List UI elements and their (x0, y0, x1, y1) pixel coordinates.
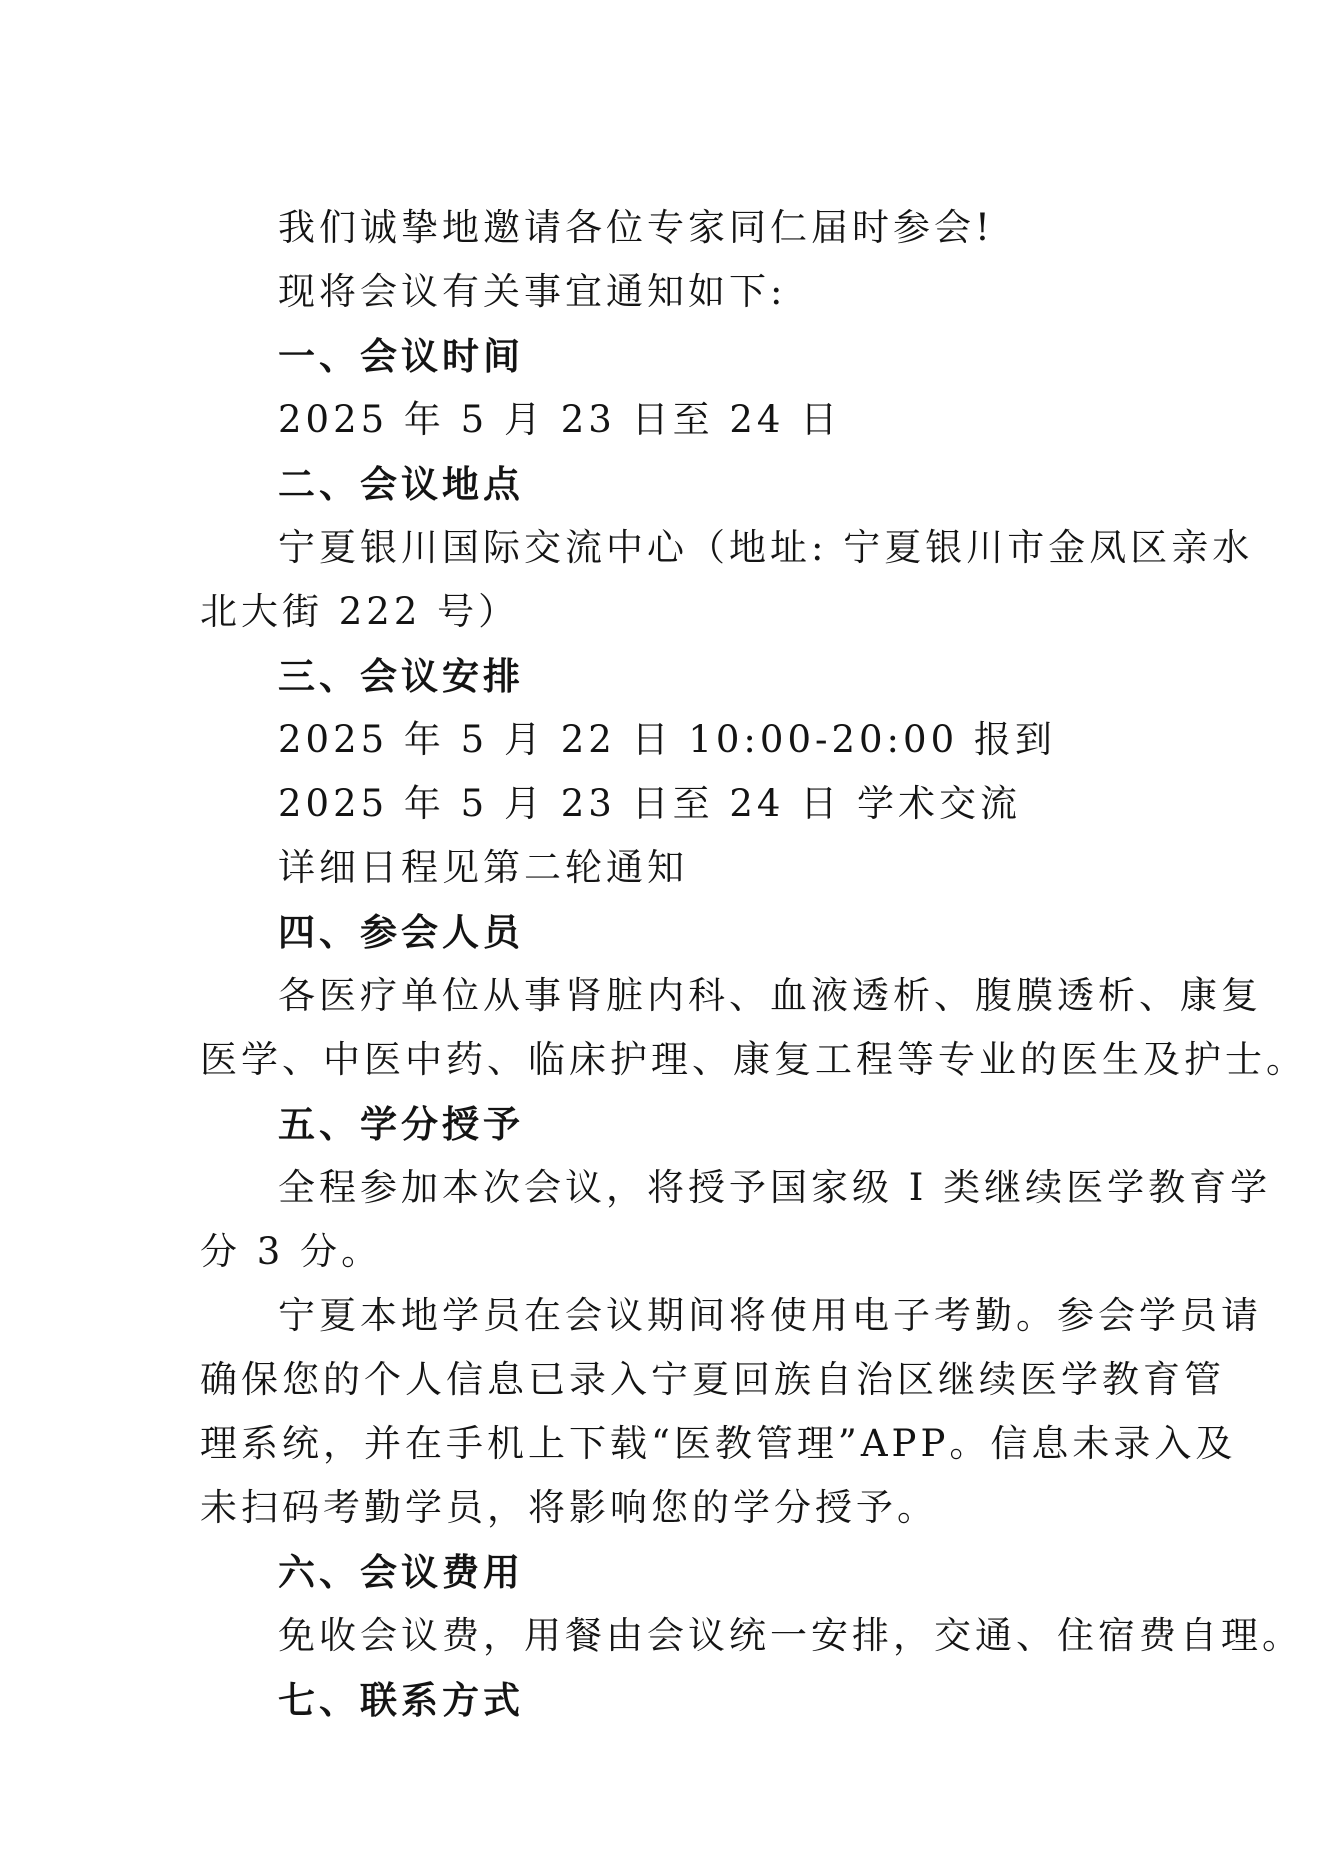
invitation-line: 我们诚挚地邀请各位专家同仁届时参会! (278, 206, 994, 249)
participants-line-1: 各医疗单位从事肾脏内科、血液透析、腹膜透析、康复 (278, 974, 1262, 1017)
schedule-registration: 2025 年 5 月 22 日 10:00-20:00 报到 (278, 718, 1056, 761)
document-body (200, 196, 1307, 1732)
section-heading-venue: 二、会议地点 (278, 462, 524, 506)
section-heading-fees: 六、会议费用 (278, 1550, 524, 1594)
section-heading-schedule: 三、会议安排 (278, 654, 524, 698)
attendance-line-1: 宁夏本地学员在会议期间将使用电子考勤。参会学员请 (278, 1294, 1262, 1337)
credits-line-2: 分 3 分。 (200, 1230, 383, 1273)
meeting-date: 2025 年 5 月 23 日至 24 日 (278, 398, 842, 441)
section-heading-credits: 五、学分授予 (278, 1102, 524, 1146)
attendance-line-4: 未扫码考勤学员，将影响您的学分授予。 (200, 1486, 938, 1529)
notice-intro-line: 现将会议有关事宜通知如下: (278, 270, 787, 313)
section-heading-participants: 四、参会人员 (278, 910, 524, 954)
attendance-line-3: 理系统，并在手机上下载“医教管理”APP。信息未录入及 (200, 1422, 1237, 1465)
schedule-note: 详细日程见第二轮通知 (278, 846, 688, 889)
venue-line-1: 宁夏银川国际交流中心（地址: 宁夏银川市金凤区亲水 (278, 526, 1254, 569)
attendance-line-2: 确保您的个人信息已录入宁夏回族自治区继续医学教育管 (200, 1358, 1225, 1401)
fees-line: 免收会议费，用餐由会议统一安排，交通、住宿费自理。 (278, 1614, 1303, 1657)
schedule-academic: 2025 年 5 月 23 日至 24 日 学术交流 (278, 782, 1021, 825)
credits-line-1: 全程参加本次会议，将授予国家级 I 类继续医学教育学 (278, 1166, 1272, 1209)
section-heading-contact: 七、联系方式 (278, 1678, 524, 1722)
section-heading-time: 一、会议时间 (278, 334, 524, 378)
venue-line-2: 北大街 222 号） (200, 590, 520, 633)
participants-line-2: 医学、中医中药、临床护理、康复工程等专业的医生及护士。 (200, 1038, 1307, 1081)
